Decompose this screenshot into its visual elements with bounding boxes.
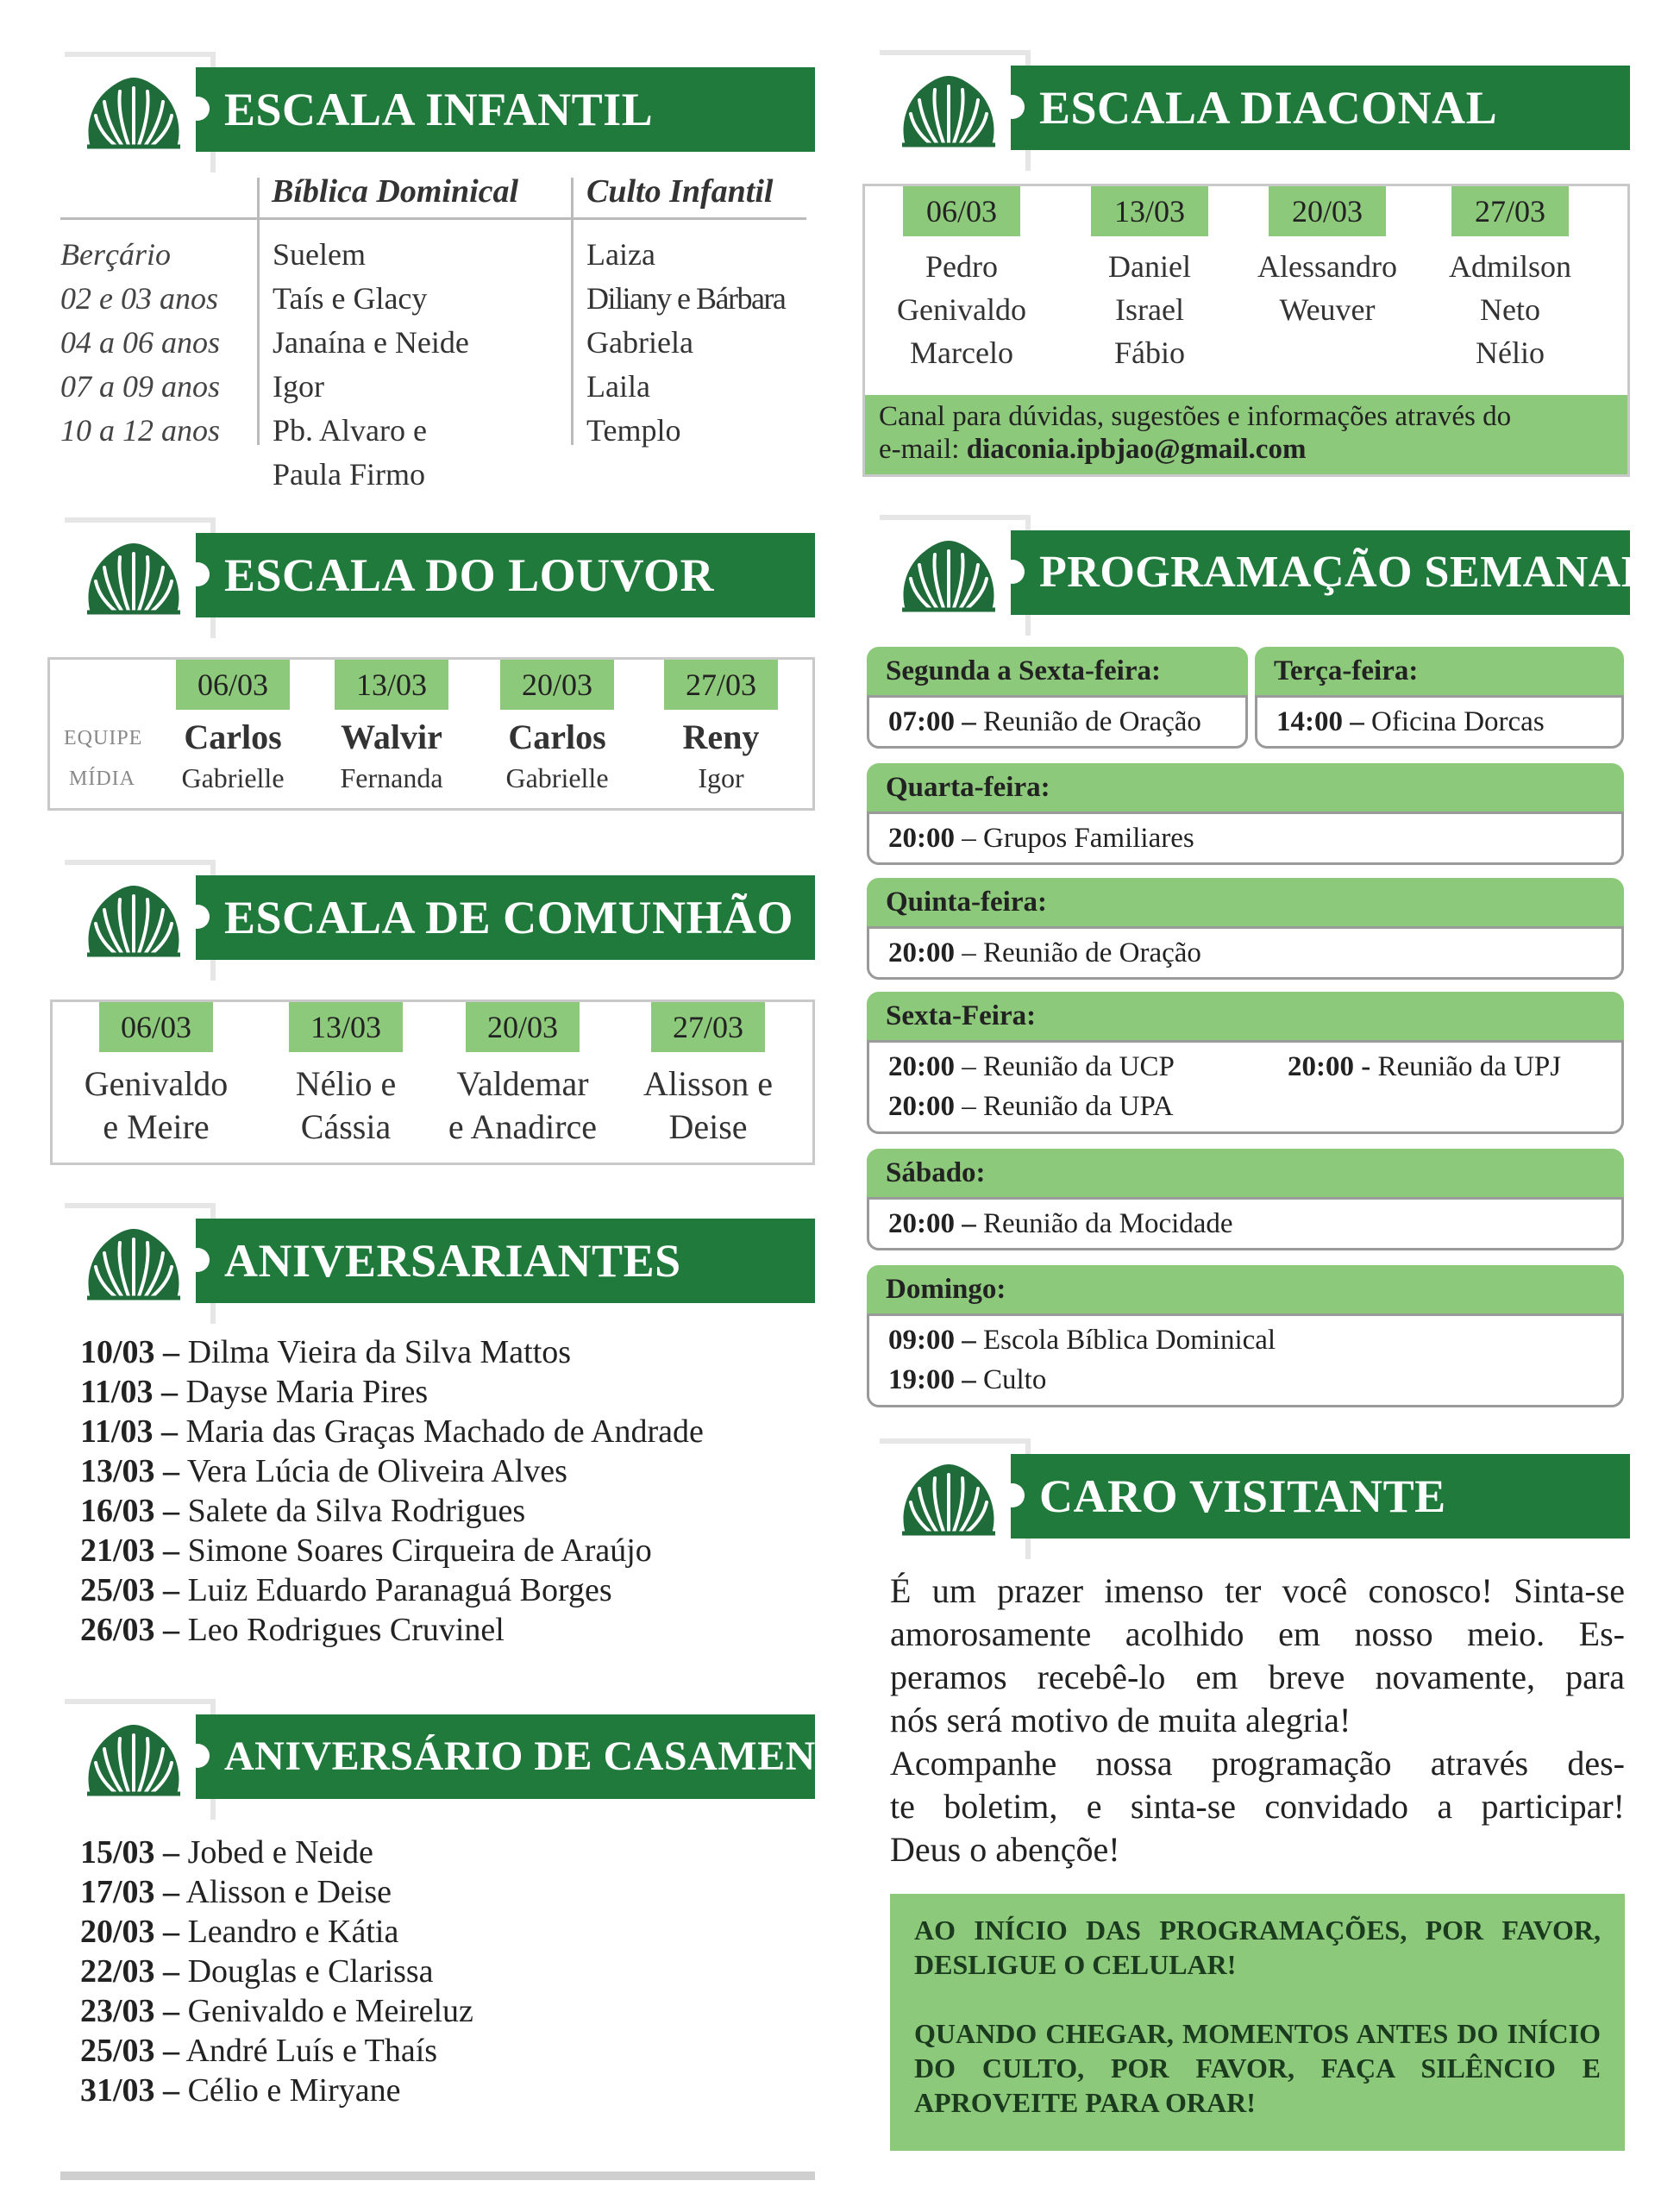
table-header-rule <box>60 217 806 220</box>
prog-time: 20:00 <box>888 1091 955 1122</box>
deacon-name: Genivaldo <box>897 292 1026 327</box>
welcome-line: amorosamente acolhido em nosso meio. Es- <box>890 1614 1625 1653</box>
section-title: ESCALA INFANTIL <box>224 84 654 135</box>
deacon-name: Alessandro <box>1257 249 1397 284</box>
col-divider <box>571 178 574 445</box>
list-date: 25/03 – <box>80 1572 180 1608</box>
list-date: 21/03 – <box>80 1532 180 1569</box>
prog-time: 07:00 – <box>888 706 976 737</box>
list-date: 22/03 – <box>80 1953 180 1990</box>
deacon-name: Marcelo <box>910 335 1013 370</box>
list-date: 11/03 – <box>80 1374 178 1410</box>
prog-event: Reunião de Oração <box>975 706 1201 737</box>
list-date: 17/03 – <box>80 1874 180 1910</box>
list-name: Leandro e Kátia <box>179 1914 399 1950</box>
prog-quarta <box>867 763 1624 865</box>
equipe-name: Carlos <box>184 718 282 756</box>
aniversariante-item <box>80 1531 704 1570</box>
church-logo-icon <box>82 1718 185 1804</box>
prog-segunda-sexta <box>867 647 1248 749</box>
notice-celular: AO INÍCIO DAS PROGRAMAÇÕES, POR FAVOR, DESLIGUE O CELULAR! <box>914 1915 1601 1980</box>
prog-day-header: Quarta-feira: <box>867 763 1624 812</box>
section-escala-comunhao <box>47 860 815 1166</box>
section-escala-infantil <box>47 52 815 500</box>
section-aniversariantes <box>47 1203 815 1660</box>
prog-sexta <box>867 992 1624 1134</box>
diaconal-contact-box <box>865 395 1627 474</box>
col-biblica-dominical: Bíblica Dominical <box>272 173 519 210</box>
casamento-item <box>80 1833 473 1872</box>
comunhao-name: Valdemar <box>456 1064 589 1103</box>
church-logo-icon <box>897 69 1000 155</box>
age-group-label: 04 a 06 anos <box>60 325 221 360</box>
col-divider <box>257 178 260 445</box>
prog-event: – Reunião de Oração <box>955 937 1201 968</box>
section-header <box>862 515 1652 636</box>
culto-infantil-name: Templo <box>586 413 681 448</box>
prog-time: 20:00 <box>888 1051 955 1082</box>
comunhao-name: e Anadirce <box>448 1107 598 1146</box>
welcome-line: peramos recebê-lo em breve novamente, para <box>890 1658 1625 1696</box>
casamento-list <box>80 1833 473 2110</box>
comunhao-name: Cássia <box>300 1107 392 1146</box>
prog-time: 19:00 – <box>888 1364 976 1395</box>
notice-silencio: QUANDO CHEGAR, MOMENTOS ANTES DO INÍCIO DO CULTO, POR FAVOR, FAÇA SILÊNCIO E APROVEITE PARA ORAR! <box>914 2018 1601 2118</box>
equipe-name: Reny <box>682 718 760 756</box>
prog-time: 20:00 – <box>888 1208 976 1239</box>
list-name: Dayse Maria Pires <box>177 1374 429 1410</box>
prog-quinta <box>867 878 1624 980</box>
section-title: CARO VISITANTE <box>1039 1470 1446 1522</box>
prog-event: – Reunião da UCP <box>955 1051 1175 1082</box>
list-date: 31/03 – <box>80 2072 180 2109</box>
deacon-name: Israel <box>1115 292 1184 327</box>
comunhao-table <box>50 1000 815 1165</box>
deacon-name: Fábio <box>1113 335 1185 370</box>
prog-day-header: Terça-feira: <box>1255 647 1624 695</box>
list-name: Leo Rodrigues Cruvinel <box>179 1612 505 1648</box>
section-header <box>862 1438 1630 1559</box>
dominical-name: Taís e Glacy <box>273 281 428 316</box>
aniversariante-item <box>80 1451 704 1491</box>
comunhao-name: Alisson e <box>643 1064 773 1103</box>
midia-name: Gabrielle <box>181 762 285 793</box>
prog-day-header: Sábado: <box>867 1149 1624 1197</box>
culto-infantil-name: Diliany e Bárbara <box>586 281 786 316</box>
visitante-welcome-text <box>890 1570 1625 1871</box>
section-aniversario-casamento <box>47 1699 876 2156</box>
list-date: 20/03 – <box>80 1914 180 1950</box>
section-escala-louvor <box>47 517 815 811</box>
dominical-name: Pb. Alvaro e <box>273 413 427 448</box>
aniversariante-item <box>80 1372 704 1412</box>
list-name: Dilma Vieira da Silva Mattos <box>179 1334 572 1370</box>
prog-event: Oficina Dorcas <box>1363 706 1545 737</box>
dominical-name: Igor <box>273 369 324 404</box>
list-date: 25/03 – <box>80 2033 180 2069</box>
label-equipe: EQUIPE <box>64 727 143 749</box>
aniversariantes-list <box>80 1332 704 1650</box>
prog-domingo <box>867 1265 1624 1407</box>
list-name: Douglas e Clarissa <box>179 1953 434 1990</box>
prog-sabado <box>867 1149 1624 1250</box>
casamento-item <box>80 1872 473 1912</box>
email-link[interactable]: diaconia.ipbjao@gmail.com <box>966 434 1307 465</box>
section-header <box>47 860 815 981</box>
contact-text: Canal para dúvidas, sugestões e informações através do <box>879 401 1512 432</box>
date-chip: 13/03 <box>1091 186 1208 236</box>
prog-day-header: Quinta-feira: <box>867 878 1624 926</box>
list-date: 15/03 – <box>80 1834 180 1871</box>
casamento-item <box>80 2031 473 2071</box>
list-name: Salete da Silva Rodrigues <box>179 1493 526 1529</box>
church-logo-icon <box>897 534 1000 620</box>
casamento-item <box>80 1952 473 1991</box>
prog-day-header: Sexta-Feira: <box>867 992 1624 1040</box>
section-caro-visitante <box>862 1438 1630 2189</box>
prog-time: 14:00 – <box>1276 706 1364 737</box>
section-header <box>862 50 1630 171</box>
date-chip: 06/03 <box>99 1002 213 1052</box>
list-name: Simone Soares Cirqueira de Araújo <box>179 1532 652 1569</box>
culto-infantil-name: Laiza <box>586 237 655 272</box>
welcome-line: Deus o abençõe! <box>890 1830 1120 1869</box>
comunhao-name: Deise <box>668 1107 748 1146</box>
date-chip: 06/03 <box>903 186 1020 236</box>
deacon-name: Pedro <box>925 249 998 284</box>
date-chip: 13/03 <box>289 1002 403 1052</box>
list-name: Jobed e Neide <box>179 1834 373 1871</box>
section-header <box>47 1699 876 1820</box>
prog-event: – Grupos Familiares <box>955 823 1194 854</box>
deacon-name: Admilson <box>1448 249 1571 284</box>
aniversariante-item <box>80 1610 704 1650</box>
louvor-table <box>47 657 815 811</box>
aniversariante-item <box>80 1412 704 1451</box>
email-label: e-mail: <box>879 434 960 465</box>
date-chip: 13/03 <box>335 660 448 710</box>
diaconal-table <box>862 184 1630 477</box>
dominical-name: Suelem <box>273 237 366 272</box>
prog-time: 20:00 <box>888 823 955 854</box>
prog-event: Escola Bíblica Dominical <box>975 1325 1276 1356</box>
deacon-name: Neto <box>1480 292 1540 327</box>
visitante-notice-box <box>890 1894 1625 2151</box>
list-name: Genivaldo e Meireluz <box>179 1993 473 2029</box>
age-group-label: 02 e 03 anos <box>60 281 218 316</box>
list-date: 13/03 – <box>80 1453 180 1489</box>
comunhao-name: Genivaldo <box>84 1064 229 1103</box>
comunhao-name: e Meire <box>103 1107 210 1146</box>
list-name: Maria das Graças Machado de Andrade <box>177 1413 704 1450</box>
prog-time: 20:00 - <box>1288 1051 1371 1082</box>
list-name: André Luís e Thaís <box>179 2033 438 2069</box>
date-chip: 06/03 <box>176 660 290 710</box>
aniversariante-item <box>80 1332 704 1372</box>
deacon-name: Weuver <box>1279 292 1376 327</box>
church-logo-icon <box>82 1222 185 1308</box>
prog-event: Reunião da UPJ <box>1370 1051 1562 1082</box>
list-name: Vera Lúcia de Oliveira Alves <box>179 1453 567 1489</box>
aniversariante-item <box>80 1570 704 1610</box>
section-header <box>47 52 815 172</box>
comunhao-name: Nélio e <box>295 1064 397 1103</box>
section-programacao-semanal <box>862 515 1652 1412</box>
section-header <box>47 517 815 638</box>
prog-day-header: Segunda a Sexta-feira: <box>867 647 1248 695</box>
section-title: ESCALA DIACONAL <box>1039 82 1498 134</box>
section-escala-diaconal <box>862 50 1630 481</box>
casamento-item <box>80 1991 473 2031</box>
deacon-name: Nélio <box>1476 335 1545 370</box>
age-group-label: 10 a 12 anos <box>60 413 221 448</box>
church-logo-icon <box>82 879 185 965</box>
date-chip: 27/03 <box>664 660 778 710</box>
casamento-item <box>80 2071 473 2110</box>
deacon-name: Daniel <box>1108 249 1191 284</box>
dominical-name: Paula Firmo <box>273 457 425 492</box>
welcome-line: te boletim, e sinta-se convidado a participar! <box>890 1787 1625 1826</box>
list-name: Luiz Eduardo Paranaguá Borges <box>179 1572 612 1608</box>
section-title: ESCALA DE COMUNHÃO <box>224 892 794 943</box>
list-date: 10/03 – <box>80 1334 180 1370</box>
midia-name: Fernanda <box>340 762 443 793</box>
midia-name: Igor <box>698 762 744 793</box>
section-title: ESCALA DO LOUVOR <box>224 549 715 601</box>
section-title: PROGRAMAÇÃO SEMANAL <box>1039 548 1652 597</box>
date-chip: 27/03 <box>651 1002 765 1052</box>
equipe-name: Carlos <box>508 718 606 756</box>
list-date: 11/03 – <box>80 1413 178 1450</box>
culto-infantil-name: Gabriela <box>586 325 693 360</box>
prog-event: Reunião da Mocidade <box>975 1208 1233 1239</box>
welcome-line: Acompanhe nossa programação através des- <box>890 1744 1625 1783</box>
prog-time: 20:00 <box>888 937 955 968</box>
aniversariante-item <box>80 1491 704 1531</box>
welcome-line: É um prazer imenso ter você conosco! Sinta-se <box>890 1571 1625 1610</box>
date-chip: 27/03 <box>1451 186 1569 236</box>
prog-event: – Reunião da UPA <box>955 1091 1174 1122</box>
date-chip: 20/03 <box>500 660 614 710</box>
prog-time: 09:00 – <box>888 1325 976 1356</box>
prog-event: Culto <box>975 1364 1047 1395</box>
list-name: Alisson e Deise <box>179 1874 392 1910</box>
prog-terca <box>1255 647 1624 749</box>
date-chip: 20/03 <box>466 1002 580 1052</box>
midia-name: Gabrielle <box>505 762 609 793</box>
footer-rule <box>60 2172 815 2180</box>
label-midia: MÍDIA <box>69 768 135 790</box>
church-logo-icon <box>897 1457 1000 1544</box>
section-title: ANIVERSÁRIO DE CASAMENTO <box>224 1733 876 1779</box>
escala-infantil-table <box>60 172 815 500</box>
church-logo-icon <box>82 536 185 623</box>
casamento-item <box>80 1912 473 1952</box>
list-date: 23/03 – <box>80 1993 180 2029</box>
church-logo-icon <box>82 71 185 157</box>
prog-day-header: Domingo: <box>867 1265 1624 1313</box>
section-title: ANIVERSARIANTES <box>224 1235 681 1287</box>
list-date: 16/03 – <box>80 1493 180 1529</box>
list-name: Célio e Miryane <box>179 2072 401 2109</box>
list-date: 26/03 – <box>80 1612 180 1648</box>
date-chip: 20/03 <box>1269 186 1386 236</box>
welcome-line: nós será motivo de muita alegria! <box>890 1701 1351 1739</box>
col-culto-infantil: Culto Infantil <box>586 173 774 210</box>
section-header <box>47 1203 815 1324</box>
equipe-name: Walvir <box>341 718 442 756</box>
culto-infantil-name: Laila <box>586 369 650 404</box>
age-group-label: 07 a 09 anos <box>60 369 221 404</box>
age-group-label: Berçário <box>60 237 171 272</box>
dominical-name: Janaína e Neide <box>273 325 469 360</box>
